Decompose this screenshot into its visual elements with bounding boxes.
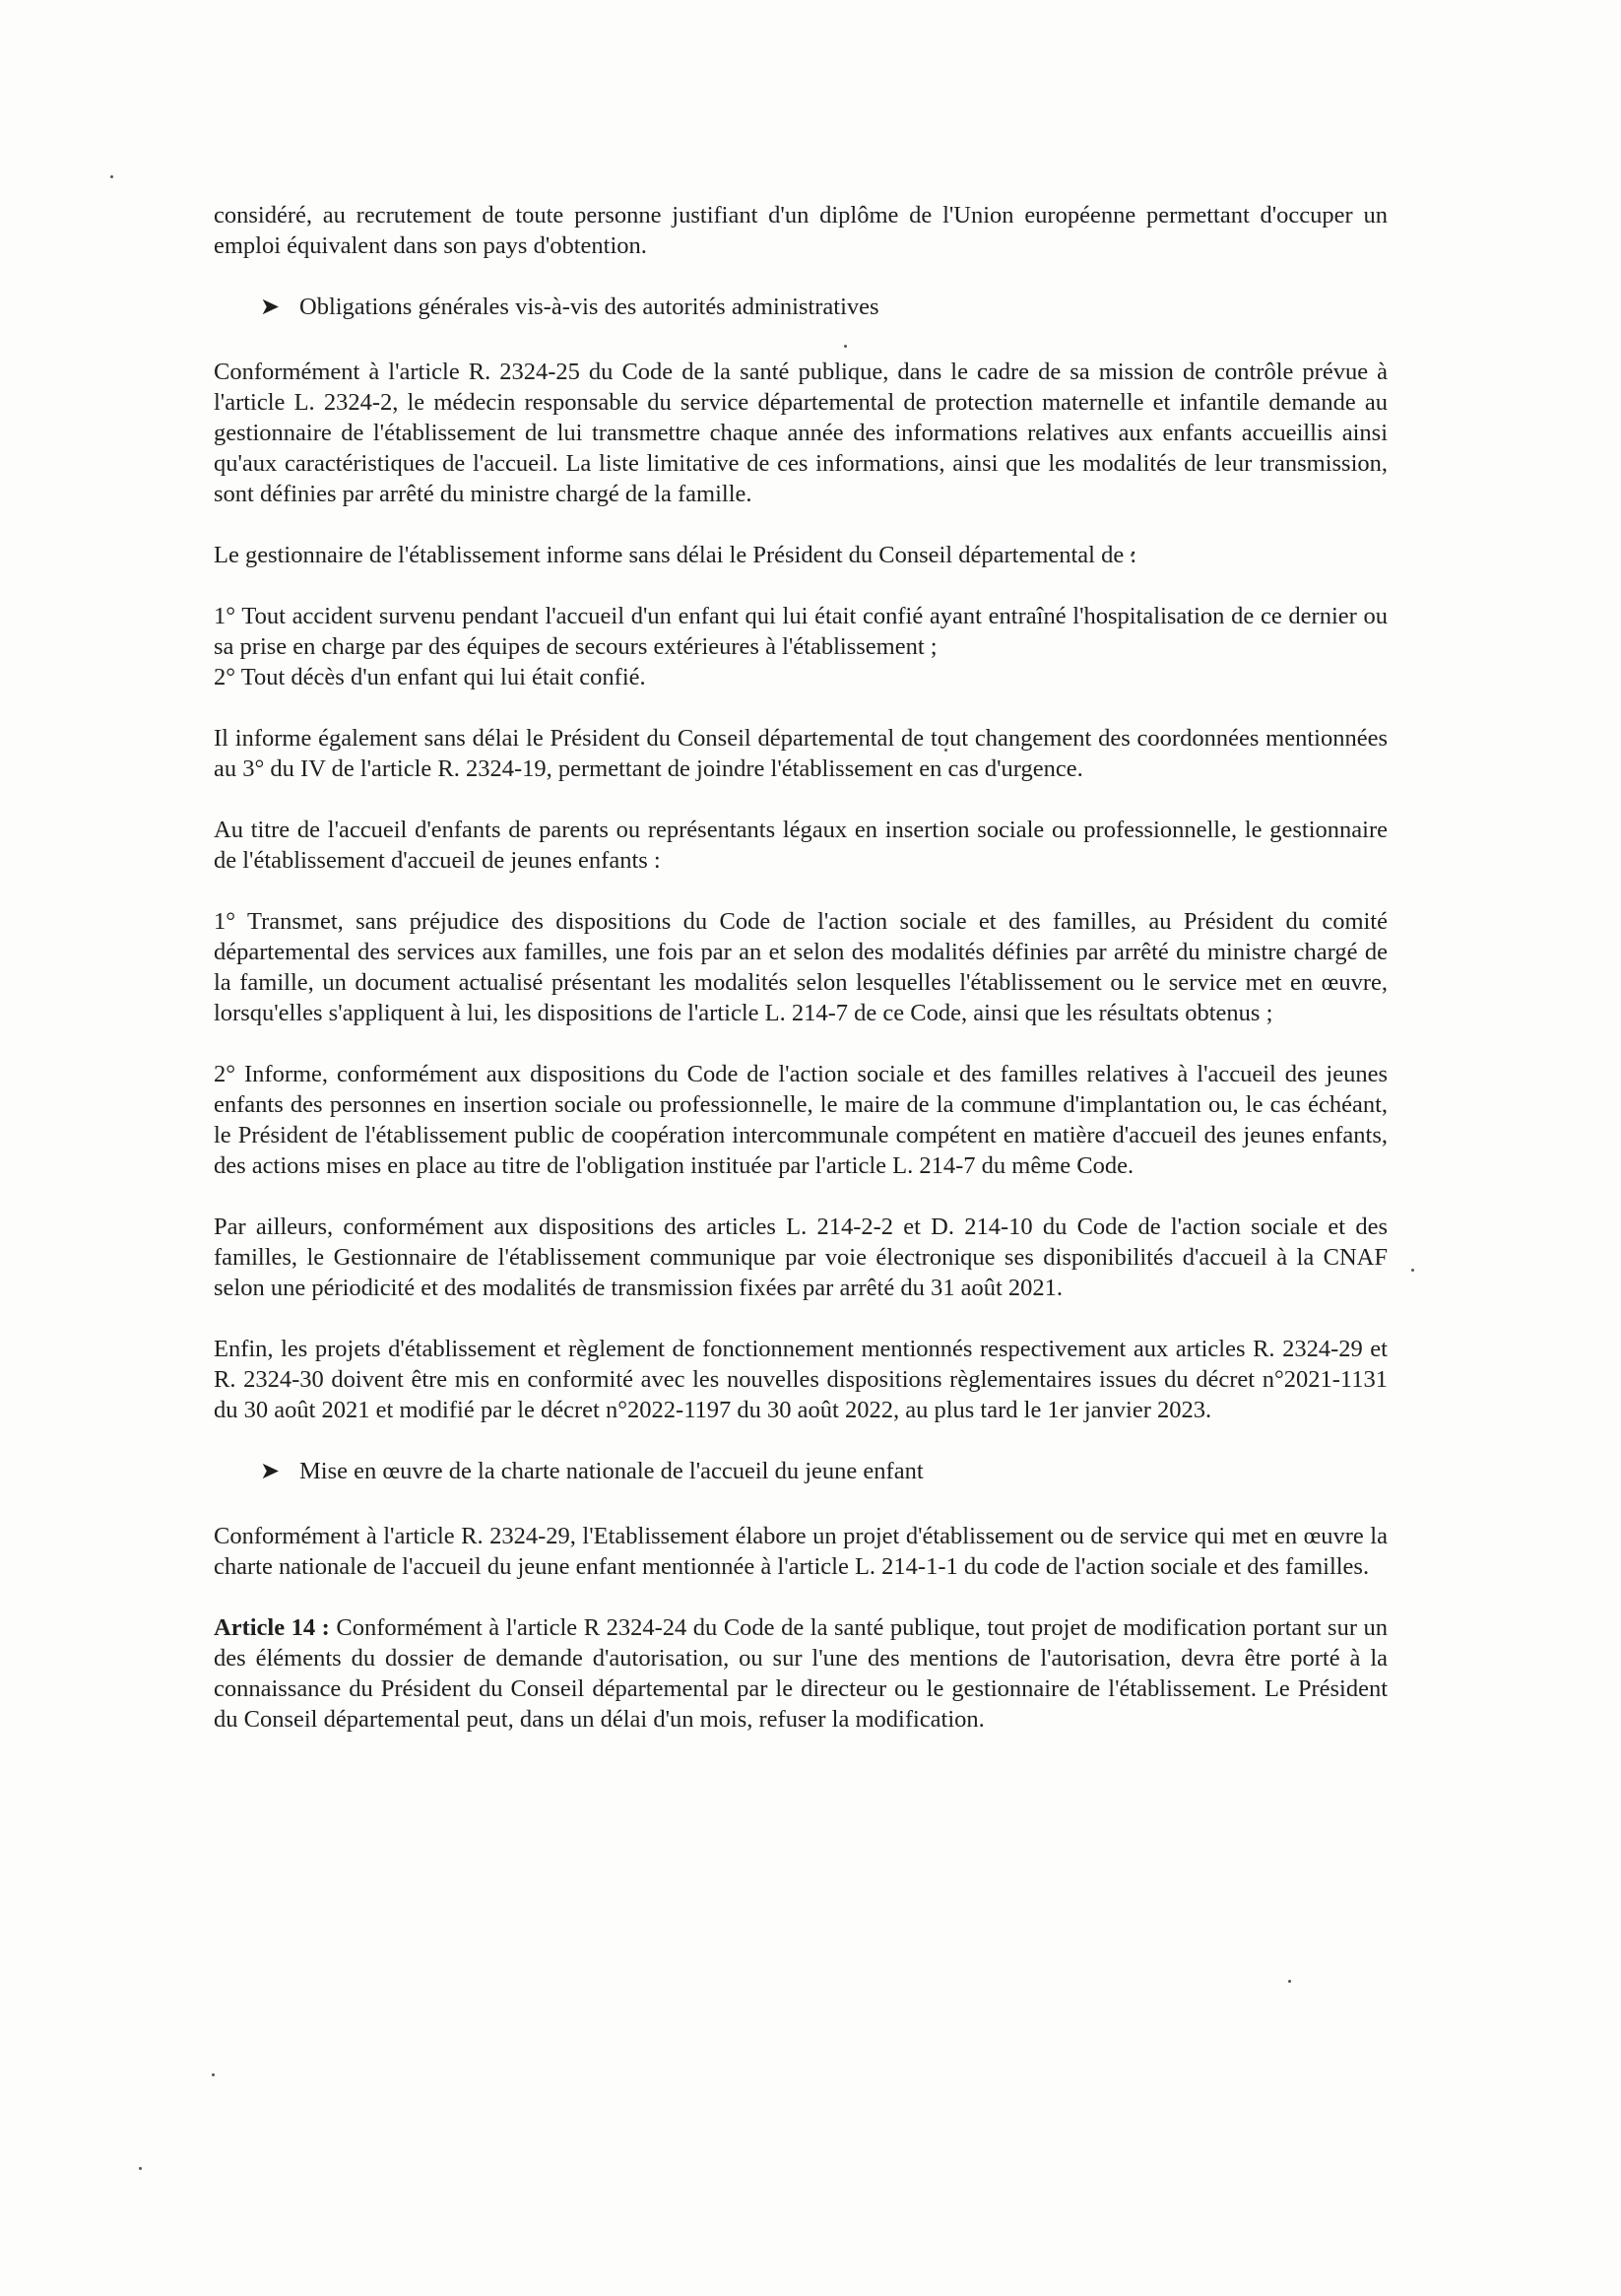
arrow-bullet-icon: ➤ [260,295,281,320]
list-item-deces: 2° Tout décès d'un enfant qui lui était confié. [214,664,646,690]
paragraph-projets: Enfin, les projets d'établissement et règlement de fonctionnement mentionnés respectivement aux articles R. 2324-29 et R. 2324-30 doivent être mis en conformité avec les nouvelles dispositions règlementaires issues du décret n°2021-1131 du 30 août 2021 et modifié par le décret n°2022-1197 du 30 août 2022, au plus tard le 1er janvier 2023. [214,1336,1388,1423]
paragraph-transmet: 1° Transmet, sans préjudice des dispositions du Code de l'action sociale et des familles, au Président du comité départemental des services aux familles, une fois par an et selon des modalités définies par arrêté du ministre chargé de la famille, un document actualisé présentant les modalités selon lesquelles l'établissement ou le service met en œuvre, lorsqu'elles s'appliquent à lui, les dispositions de l'article L. 214-7 de ce Code, ainsi que les résultats obtenus ; [214,908,1388,1026]
paragraph-article-14 [214,1612,1388,1735]
paragraph-recruitment [214,200,1388,261]
list-item-accident: 1° Tout accident survenu pendant l'accueil d'un enfant qui lui était confié ayant entraîné l'hospitalisation de ce dernier ou sa prise en charge par des équipes de secours extérieures à l'établissement ; [214,603,1388,660]
paragraph-informe-maire: 2° Informe, conformément aux dispositions du Code de l'action sociale et des familles relatives à l'accueil des jeunes enfants des personnes en insertion sociale ou professionnelle, le maire de la commune d'implantation ou, le cas échéant, le Président de l'établissement public de coopération intercommunale compétent en matière d'accueil des jeunes enfants, des actions mises en place au titre de l'obligation instituée par l'article L. 214-7 du même Code. [214,1061,1388,1179]
article-14-label: Article 14 : [214,1614,330,1641]
scan-speck [212,2073,215,2076]
scan-speck [139,2167,142,2170]
list-accident-deces [214,601,1388,692]
document-body [214,200,1388,1765]
heading-text: Mise en œuvre de la charte nationale de l'accueil du jeune enfant [299,1458,924,1484]
paragraph-coordonnees: Il informe également sans délai le Président du Conseil départemental de tout changement des coordonnées mentionnées au 3° du IV de l'article R. 2324-19, permettant de joindre l'établissement en cas d'urgence. [214,725,1388,782]
section-heading-charte [214,1456,1388,1487]
article-14-text: Conformément à l'article R 2324-24 du Code de la santé publique, tout projet de modification portant sur un des éléments du dossier de demande d'autorisation, ou sur l'une des mentions de l'autorisation, devra être porté à la connaissance du Président du Conseil départemental par le directeur ou le gestionnaire de l'établissement. Le Président du Conseil départemental peut, dans un délai d'un mois, refuser la modification. [214,1614,1389,1733]
arrow-bullet-icon: ➤ [260,1459,281,1484]
paragraph-r2324-25: Conformément à l'article R. 2324-25 du Code de la santé publique, dans le cadre de sa mission de contrôle prévue à l'article L. 2324-2, le médecin responsable du service départemental de protection maternelle et infantile demande au gestionnaire de l'établissement de lui transmettre chaque année des informations relatives aux enfants accueillis ainsi qu'aux caractéristiques de l'accueil. La liste limitative de ces informations, ainsi que les modalités de leur transmission, sont définies par arrêté du ministre chargé de la famille. [214,359,1388,507]
paragraph-insertion-intro: Au titre de l'accueil d'enfants de parents ou représentants légaux en insertion sociale ou professionnelle, le gestionnaire de l'établissement d'accueil de jeunes enfants : [214,817,1388,874]
paragraph-informe-intro: Le gestionnaire de l'établissement informe sans délai le Président du Conseil départemental de : [214,542,1137,568]
section-heading-obligations [214,292,1388,323]
heading-text: Obligations générales vis-à-vis des autorités administratives [299,294,879,320]
scan-speck [1288,1980,1291,1983]
scan-speck [1411,1269,1414,1272]
paragraph-text: considéré, au recrutement de toute personne justifiant d'un diplôme de l'Union européenne permettant d'occuper un emploi équivalent dans son pays d'obtention. [214,202,1388,259]
paragraph-cnaf: Par ailleurs, conformément aux dispositions des articles L. 214-2-2 et D. 214-10 du Code de l'action sociale et des familles, le Gestionnaire de l'établissement communique par voie électronique ses disponibilités d'accueil à la CNAF selon une périodicité et des modalités de transmission fixées par arrêté du 31 août 2021. [214,1214,1388,1301]
scan-speck [110,175,113,178]
paragraph-charte: Conformément à l'article R. 2324-29, l'Etablissement élabore un projet d'établissement ou de service qui met en œuvre la charte nationale de l'accueil du jeune enfant mentionnée à l'article L. 214-1-1 du code de l'action sociale et des familles. [214,1523,1388,1580]
